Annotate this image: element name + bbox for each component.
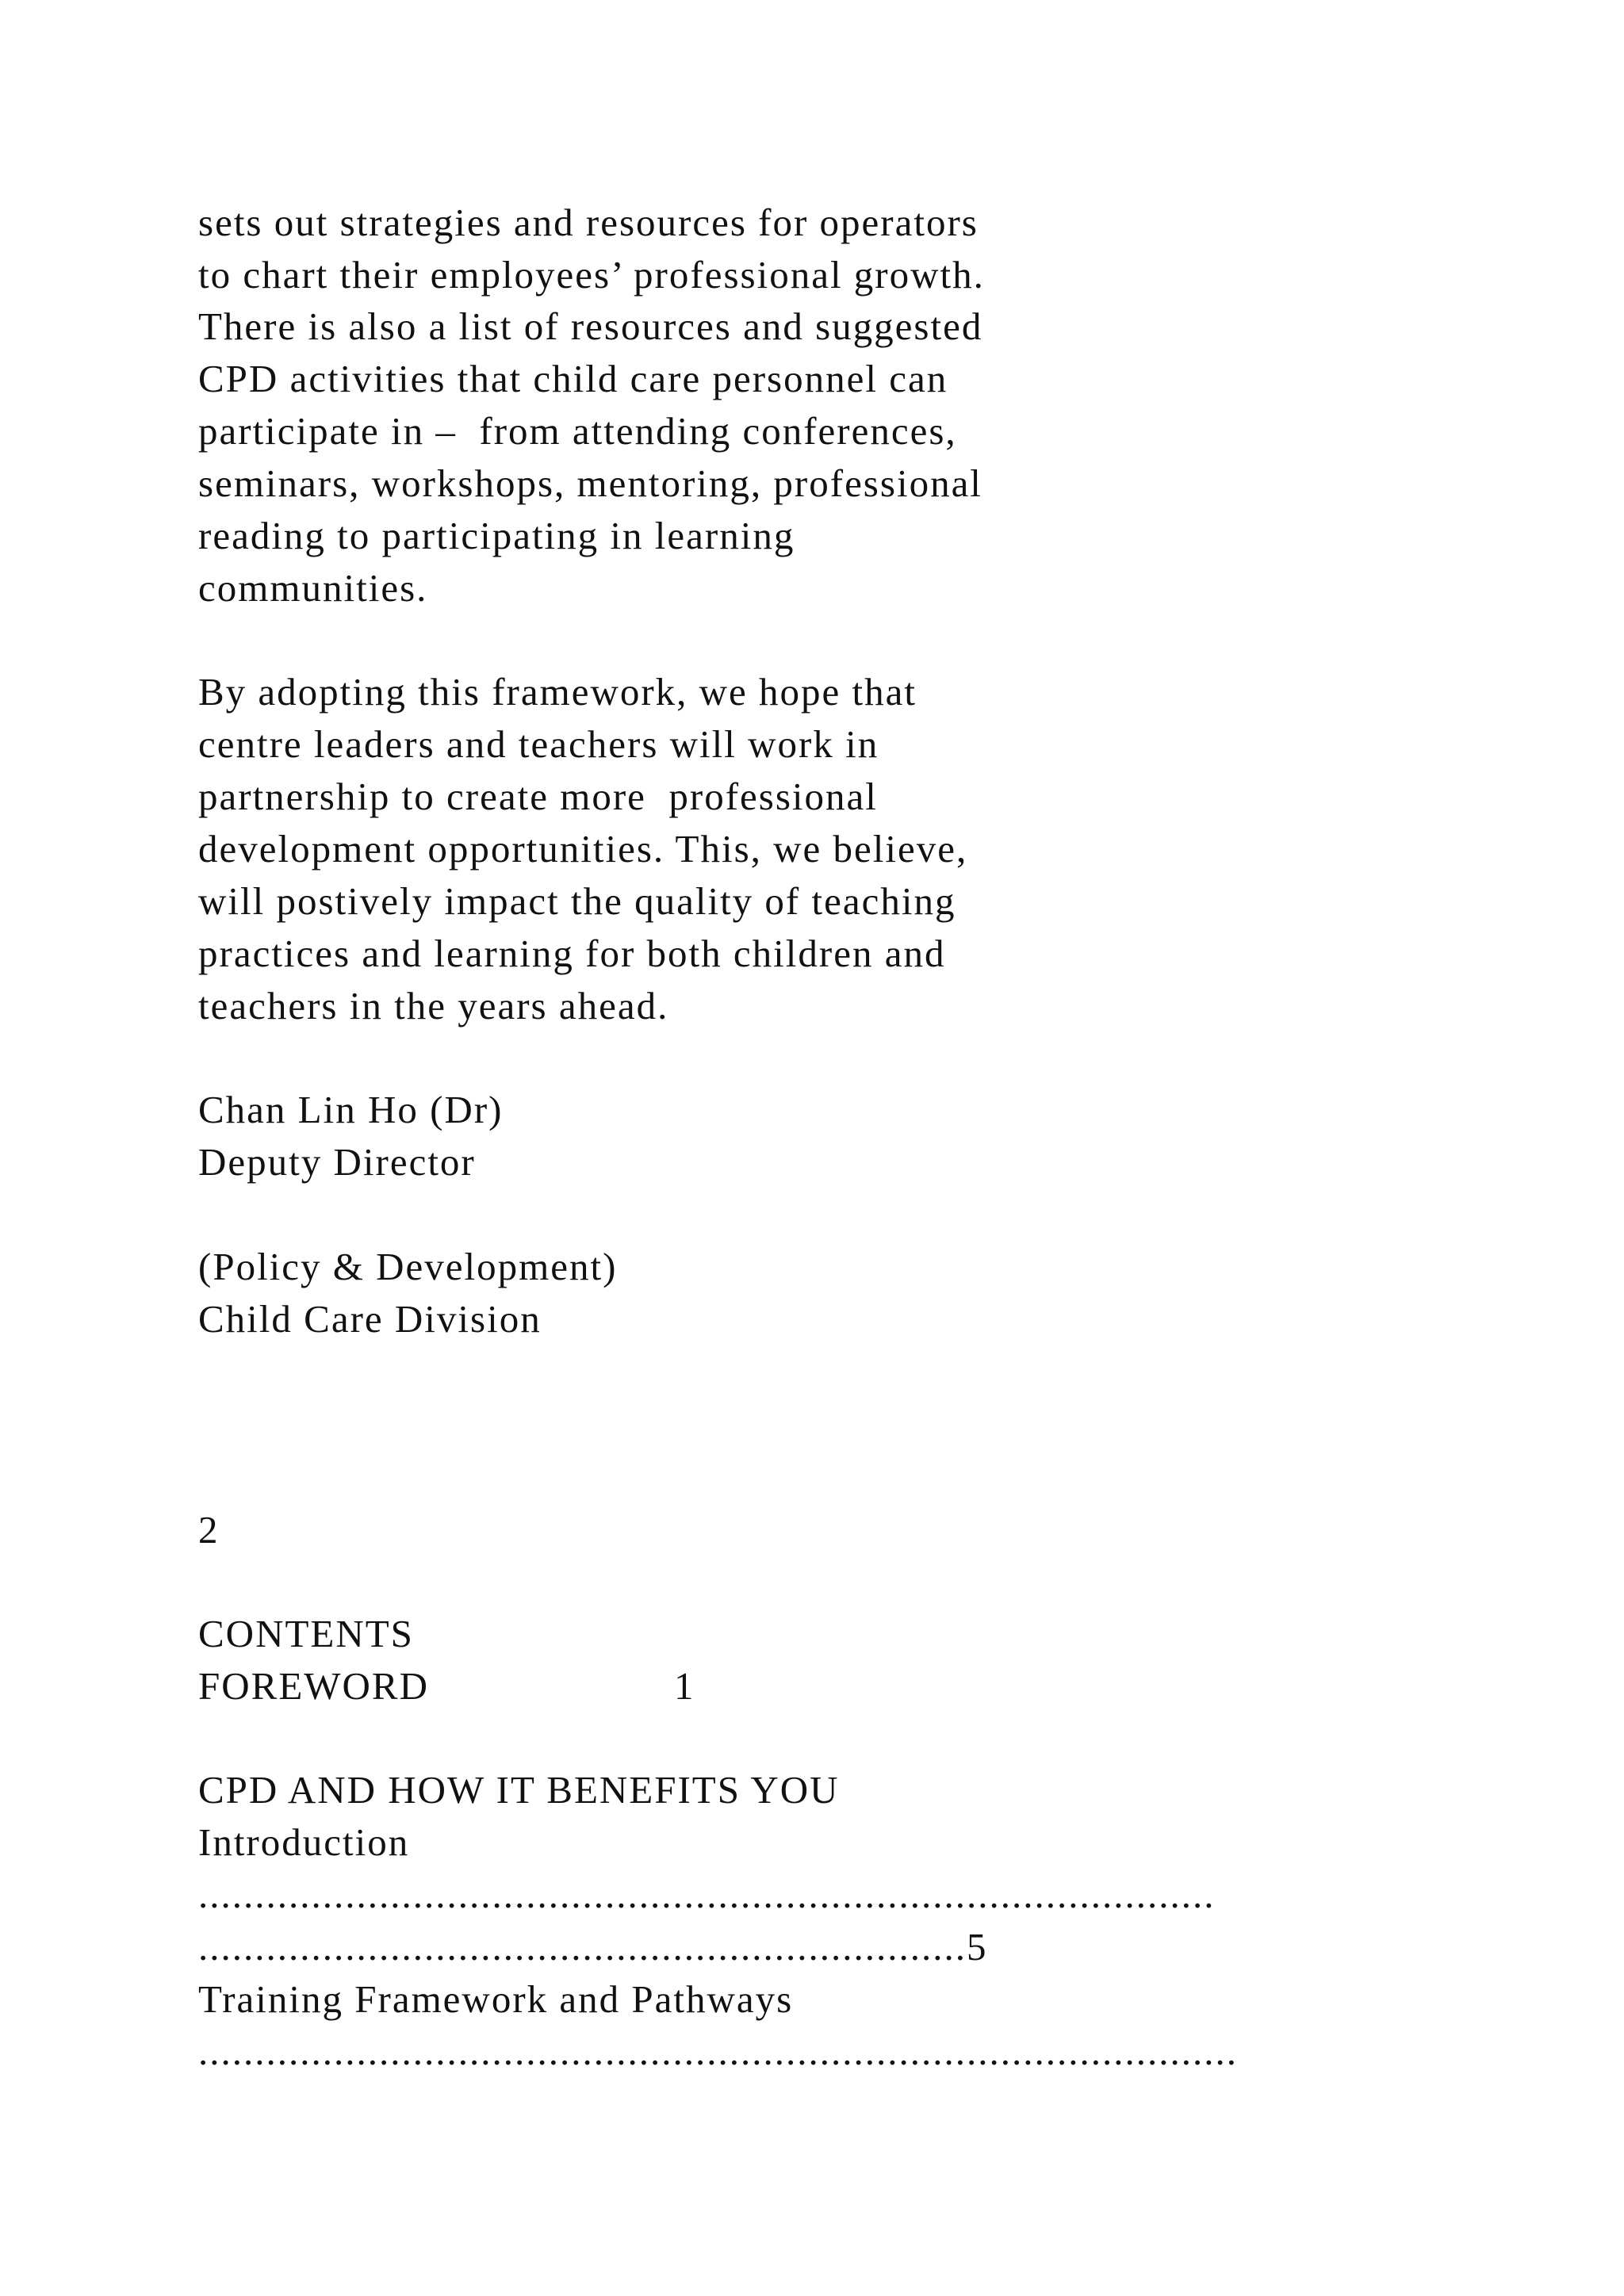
toc-leader-training-framework-1: ............................................................................................ <box>198 2030 1238 2073</box>
paragraph-1-line-2: to chart their employees’ professional growth. <box>198 253 985 297</box>
paragraph-2-line-4: development opportunities. This, we believe, <box>198 827 968 871</box>
contents-heading: CONTENTS <box>198 1612 414 1655</box>
toc-entry-training-framework: Training Framework and Pathways <box>198 1977 794 2021</box>
paragraph-1-line-5: participate in – from attending conferences, <box>198 409 957 453</box>
toc-entry-introduction: Introduction <box>198 1820 410 1864</box>
signatory-title: Deputy Director <box>198 1140 476 1184</box>
paragraph-2-line-1: By adopting this framework, we hope that <box>198 670 917 714</box>
signatory-name: Chan Lin Ho (Dr) <box>198 1088 504 1131</box>
page-number: 2 <box>198 1508 220 1552</box>
paragraph-1-line-7: reading to participating in learning <box>198 514 795 557</box>
toc-leader-introduction-1: .......................................................................................... <box>198 1873 1216 1916</box>
paragraph-1-line-4: CPD activities that child care personnel can <box>198 357 948 400</box>
paragraph-2-line-3: partnership to create more professional <box>198 775 878 818</box>
paragraph-1-line-8: communities. <box>198 566 428 610</box>
paragraph-2-line-5: will postively impact the quality of teaching <box>198 879 956 923</box>
signatory-department: (Policy & Development) <box>198 1245 618 1288</box>
paragraph-1-line-6: seminars, workshops, mentoring, professional <box>198 461 982 505</box>
signatory-division: Child Care Division <box>198 1297 542 1341</box>
paragraph-1-line-1: sets out strategies and resources for operators <box>198 201 979 244</box>
paragraph-2-line-7: teachers in the years ahead. <box>198 984 669 1027</box>
paragraph-1-line-3: There is also a list of resources and suggested <box>198 304 983 348</box>
paragraph-2-line-6: practices and learning for both children and <box>198 932 946 975</box>
paragraph-2-line-2: centre leaders and teachers will work in <box>198 722 879 766</box>
toc-section-heading: CPD AND HOW IT BENEFITS YOU <box>198 1768 840 1812</box>
toc-leader-introduction-2: ....................................................................5 <box>198 1925 988 1969</box>
toc-foreword-page: 1 <box>674 1664 695 1708</box>
toc-foreword-label: FOREWORD <box>198 1664 429 1708</box>
